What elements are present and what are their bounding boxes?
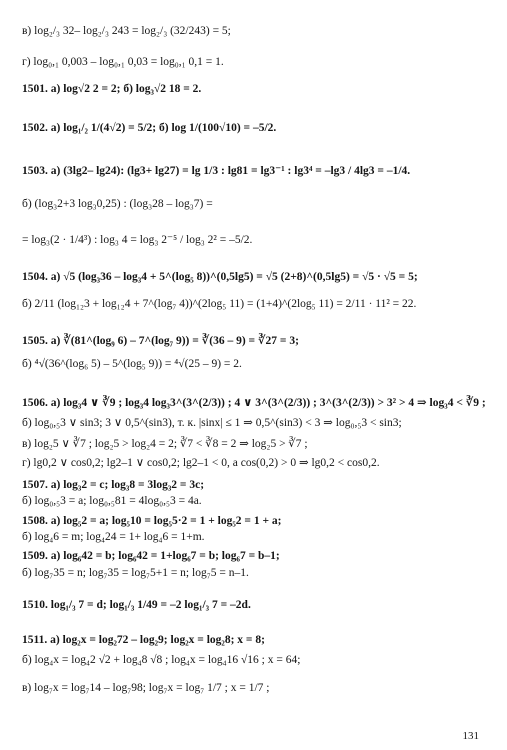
solution-line: б) ⁴√(36^(log₆ 5) – 5^(log₅ 9)) = ⁴√(25 – 9) = 2. <box>22 358 242 370</box>
solution-line: г) log₀,₁ 0,003 – log₀,₁ 0,03 = log₀,₁ 0,1 = 1. <box>22 56 224 68</box>
exercise-1501: 1501. а) log√2 2 = 2; б) log₃√2 18 = 2. <box>22 83 202 95</box>
exercise-1511: 1511. а) log₂x = log₂72 – log₂9; log₂x = log₂8; x = 8; <box>22 634 265 646</box>
solution-line: б) log₀,₅3 = a; log₀,₅81 = 4log₀,₅3 = 4a. <box>22 495 202 507</box>
solution-line: в) log₂/₃ 32– log₂/₃ 243 = log₂/₃ (32/243) = 5; <box>22 25 231 37</box>
page-number: 131 <box>462 730 479 742</box>
solution-line: б) log₇35 = n; log₇35 = log₇5+1 = n; log₇5 = n–1. <box>22 567 249 579</box>
exercise-1502: 1502. а) log₁/₂ 1/(4√2) = 5/2; б) log 1/(100√10) = –5/2. <box>22 122 277 134</box>
solution-line: б) log₄x = log₄2 √2 + log₄8 √8 ; log₄x = log₄16 √16 ; x = 64; <box>22 654 301 666</box>
solution-line: б) (log₃2+3 log₃0,25) : (log₃28 – log₃7) = <box>22 198 213 210</box>
exercise-1509: 1509. а) log₆42 = b; log₆42 = 1+log₆7 = b; log₆7 = b–1; <box>22 550 280 562</box>
solution-line: б) log₄6 = m; log₄24 = 1+ log₄6 = 1+m. <box>22 531 205 543</box>
exercise-1507: 1507. а) log₃2 = c; log₃8 = 3log₃2 = 3c; <box>22 479 205 491</box>
exercise-1505: 1505. а) ∛(81^(log₉ 6) – 7^(log₇ 9)) = ∛(36 – 9) = ∛27 = 3; <box>22 335 299 347</box>
solution-line: б) log₀,₅3 ∨ sin3; 3 ∨ 0,5^(sin3), т. к. |sinx| ≤ 1 ⇒ 0,5^(sin3) < 3 ⇒ log₀,₅3 < sin3; <box>22 417 402 429</box>
exercise-1510: 1510. log₁/₃ 7 = d; log₁/₃ 1/49 = –2 log₁/₃ 7 = –2d. <box>22 599 251 611</box>
solution-line: б) 2/11 (log₁₂3 + log₁₂4 + 7^(log₇ 4))^(2log₅ 11) = (1+4)^(2log₅ 11) = 2/11 · 11² = 22. <box>22 298 417 310</box>
exercise-1506: 1506. а) log₃4 ∨ ∛9 ; log₃4 log₃3^(3^(2/3)) ; 4 ∨ 3^(3^(2/3)) ; 3^(3^(2/3)) > 3² > 4 ⇒ log₃4 < ∛9 ; <box>22 397 486 409</box>
solution-line: г) lg0,2 ∨ cos0,2; lg2–1 ∨ cos0,2; lg2–1 < 0, а cos(0,2) > 0 ⇒ lg0,2 < cos0,2. <box>22 457 380 469</box>
exercise-1504: 1504. а) √5 (log₃36 – log₃4 + 5^(log₅ 8))^(0,5lg5) = √5 (2+8)^(0,5lg5) = √5 · √5 = 5; <box>22 271 418 283</box>
exercise-1503: 1503. а) (3lg2– lg24): (lg3+ lg27) = lg 1/3 : lg81 = lg3⁻¹ : lg3⁴ = –lg3 / 4lg3 = –1/4. <box>22 165 411 177</box>
solution-line: в) log₂5 ∨ ∛7 ; log₂5 > log₂4 = 2; ∛7 < ∛8 = 2 ⇒ log₂5 > ∛7 ; <box>22 438 308 450</box>
exercise-1508: 1508. а) log₅2 = a; log₅10 = log₅5·2 = 1 + log₅2 = 1 + a; <box>22 515 282 527</box>
solution-line: в) log₇x = log₇14 – log₇98; log₇x = log₇ 1/7 ; x = 1/7 ; <box>22 682 270 694</box>
solution-line: = log₃(2 · 1/4³) : log₃ 4 = log₃ 2⁻⁵ / log₃ 2² = –5/2. <box>22 234 253 246</box>
